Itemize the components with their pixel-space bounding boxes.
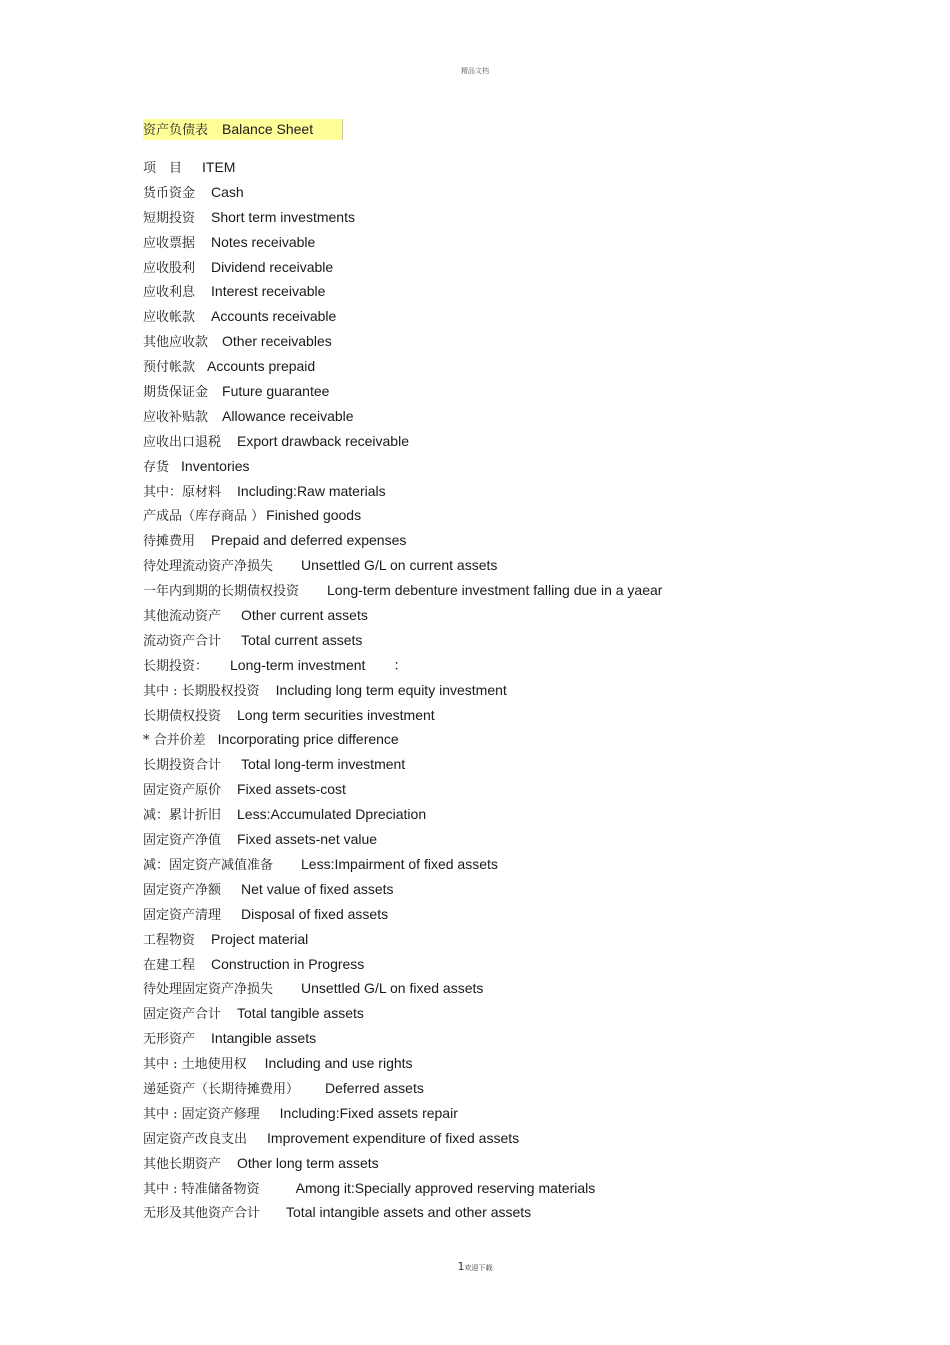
- page-header: 精品文档: [461, 67, 489, 75]
- balance-sheet-item-list: [143, 155, 662, 1225]
- item-name-en: Dividend receivable: [211, 258, 334, 275]
- item-name-zh: 待摊费用: [143, 534, 196, 550]
- balance-sheet-row: [143, 279, 662, 304]
- item-name-en: Other long term assets: [237, 1154, 379, 1171]
- balance-sheet-row: [143, 1001, 662, 1026]
- balance-sheet-row: [143, 155, 662, 180]
- item-name-zh: 待处理流动资产净损失: [143, 559, 274, 575]
- balance-sheet-row: [143, 180, 662, 205]
- item-name-zh: 其中：原材料: [143, 484, 222, 500]
- balance-sheet-row: [143, 354, 662, 379]
- item-name-en: Including long term equity investment: [275, 681, 507, 698]
- balance-sheet-row: [143, 603, 662, 628]
- item-name-en: Among it:Specially approved reserving materials: [295, 1179, 596, 1196]
- balance-sheet-row: [143, 1026, 662, 1051]
- item-name-en: Total intangible assets and other assets: [286, 1204, 532, 1221]
- item-name-zh: 应收出口退税: [143, 434, 222, 450]
- item-name-en: Finished goods: [266, 507, 362, 524]
- balance-sheet-row: [143, 1200, 662, 1225]
- balance-sheet-row: [143, 503, 662, 528]
- balance-sheet-row: [143, 429, 662, 454]
- title-en: Balance Sheet: [222, 121, 314, 137]
- item-name-en: Total long-term investment: [241, 756, 406, 773]
- item-name-en: Long-term debenture investment falling due in a yaear: [327, 582, 663, 599]
- balance-sheet-row: [143, 827, 662, 852]
- item-name-en: Total tangible assets: [237, 1005, 364, 1022]
- balance-sheet-row: [143, 1126, 662, 1151]
- item-name-zh: 固定资产净额: [143, 882, 222, 898]
- item-name-zh: 固定资产原价: [143, 783, 222, 799]
- item-name-en: Inventories: [181, 457, 250, 474]
- item-name-en: Construction in Progress: [211, 955, 365, 972]
- balance-sheet-row: [143, 802, 662, 827]
- item-name-zh: 固定资产净值: [143, 833, 222, 849]
- item-name-zh: 流动资产合计: [143, 633, 222, 649]
- item-name-zh: * 合并价差: [143, 733, 206, 749]
- item-name-zh: 工程物资: [143, 932, 196, 948]
- item-name-zh: 固定资产合计: [143, 1007, 222, 1023]
- balance-sheet-row: [143, 752, 662, 777]
- balance-sheet-row: [143, 653, 662, 678]
- item-name-zh: 减：累计折旧: [143, 808, 222, 824]
- page-footer: [0, 1260, 950, 1273]
- item-name-en: Including:Raw materials: [237, 482, 386, 499]
- item-name-zh: 无形及其他资产合计: [143, 1206, 261, 1222]
- balance-sheet-row: [143, 703, 662, 728]
- item-name-zh: 预付帐款: [143, 360, 196, 376]
- item-name-zh: 长期投资：: [143, 658, 209, 674]
- item-name-en: Unsettled G/L on fixed assets: [301, 980, 484, 997]
- balance-sheet-row: [143, 404, 662, 429]
- item-name-zh: 货币资金: [143, 185, 196, 201]
- balance-sheet-row: [143, 329, 662, 354]
- item-name-en: Allowance receivable: [222, 407, 354, 424]
- item-name-zh: 无形资产: [143, 1032, 196, 1048]
- document-title: [143, 119, 343, 140]
- item-name-zh: 应收票据: [143, 235, 196, 251]
- page-number: 1: [457, 1260, 465, 1273]
- item-name-en: Improvement expenditure of fixed assets: [267, 1129, 520, 1146]
- item-name-zh: 产成品（库存商品 ）: [143, 509, 265, 525]
- item-name-zh: 其他应收款: [143, 335, 209, 351]
- item-name-zh: 应收帐款: [143, 310, 196, 326]
- balance-sheet-row: [143, 230, 662, 255]
- balance-sheet-row: [143, 528, 662, 553]
- title-zh: 资产负债表: [143, 123, 209, 138]
- balance-sheet-row: [143, 255, 662, 280]
- item-name-zh: 递延资产（长期待摊费用）: [143, 1081, 300, 1097]
- item-name-zh: 减：固定资产减值准备: [143, 857, 274, 873]
- item-name-en: Including and use rights: [264, 1055, 413, 1072]
- item-name-zh: 待处理固定资产净损失: [143, 982, 274, 998]
- item-name-en: Other receivables: [222, 333, 332, 350]
- item-name-zh: 其中 : 长期股权投资: [143, 683, 260, 699]
- item-name-en: Project material: [211, 930, 309, 947]
- balance-sheet-row: [143, 553, 662, 578]
- footer-text: 欢迎下载: [464, 1264, 493, 1272]
- item-name-en: Export drawback receivable: [237, 432, 409, 449]
- balance-sheet-row: [143, 454, 662, 479]
- item-name-zh: 长期投资合计: [143, 758, 222, 774]
- item-name-en: Prepaid and deferred expenses: [211, 532, 407, 549]
- item-name-zh: 其中 : 土地使用权: [143, 1057, 247, 1073]
- balance-sheet-row: [143, 479, 662, 504]
- item-name-zh: 其他长期资产: [143, 1156, 222, 1172]
- item-name-en: Short term investments: [211, 208, 355, 225]
- item-name-en: Long-term investment ：: [230, 656, 408, 673]
- item-name-zh: 期货保证金: [143, 385, 209, 401]
- item-name-en: Including:Fixed assets repair: [279, 1104, 458, 1121]
- balance-sheet-row: [143, 379, 662, 404]
- balance-sheet-row: [143, 304, 662, 329]
- item-name-zh: 应收补贴款: [143, 409, 209, 425]
- item-name-en: Notes receivable: [211, 233, 316, 250]
- item-name-en: Cash: [211, 183, 244, 200]
- item-name-zh: 应收股利: [143, 260, 196, 276]
- item-name-en: Deferred assets: [325, 1079, 424, 1096]
- item-name-en: Fixed assets-cost: [237, 781, 346, 798]
- item-name-en: Net value of fixed assets: [241, 880, 394, 897]
- item-name-en: Intangible assets: [211, 1030, 317, 1047]
- item-name-en: ITEM: [202, 159, 236, 175]
- balance-sheet-row: [143, 205, 662, 230]
- item-name-zh: 在建工程: [143, 957, 196, 973]
- balance-sheet-row: [143, 1151, 662, 1176]
- item-name-en: Disposal of fixed assets: [241, 905, 389, 922]
- item-name-en: Accounts prepaid: [207, 358, 316, 375]
- balance-sheet-row: [143, 976, 662, 1001]
- item-name-zh: 一年内到期的长期债权投资: [143, 584, 300, 600]
- balance-sheet-row: [143, 852, 662, 877]
- item-name-en: Unsettled G/L on current assets: [301, 557, 498, 574]
- balance-sheet-row: [143, 578, 662, 603]
- item-name-en: Less:Impairment of fixed assets: [301, 855, 498, 872]
- item-name-zh: 存货: [143, 459, 170, 475]
- balance-sheet-row: [143, 1051, 662, 1076]
- item-name-zh: 项 目: [143, 161, 183, 176]
- balance-sheet-row: [143, 678, 662, 703]
- balance-sheet-row: [143, 628, 662, 653]
- item-name-en: Fixed assets-net value: [237, 831, 378, 848]
- item-name-zh: 固定资产改良支出: [143, 1131, 248, 1147]
- balance-sheet-row: [143, 927, 662, 952]
- item-name-en: Total current assets: [241, 631, 363, 648]
- balance-sheet-row: [143, 902, 662, 927]
- balance-sheet-row: [143, 1176, 662, 1201]
- item-name-en: Long term securities investment: [237, 706, 435, 723]
- item-name-en: Incorporating price difference: [217, 731, 399, 748]
- balance-sheet-row: [143, 727, 662, 752]
- item-name-zh: 短期投资: [143, 210, 196, 226]
- balance-sheet-row: [143, 777, 662, 802]
- item-name-zh: 长期债权投资: [143, 708, 222, 724]
- item-name-en: Future guarantee: [222, 383, 330, 400]
- item-name-en: Interest receivable: [211, 283, 326, 300]
- item-name-zh: 其中 : 固定资产修理: [143, 1106, 260, 1122]
- item-name-en: Accounts receivable: [211, 308, 337, 325]
- item-name-en: Other current assets: [241, 607, 368, 624]
- item-name-zh: 其他流动资产: [143, 609, 222, 625]
- balance-sheet-row: [143, 877, 662, 902]
- balance-sheet-row: [143, 1076, 662, 1101]
- balance-sheet-row: [143, 952, 662, 977]
- balance-sheet-row: [143, 1101, 662, 1126]
- item-name-zh: 固定资产清理: [143, 907, 222, 923]
- item-name-en: Less:Accumulated Dpreciation: [237, 806, 427, 823]
- item-name-zh: 其中 : 特准储备物资: [143, 1181, 260, 1197]
- item-name-zh: 应收利息: [143, 285, 196, 301]
